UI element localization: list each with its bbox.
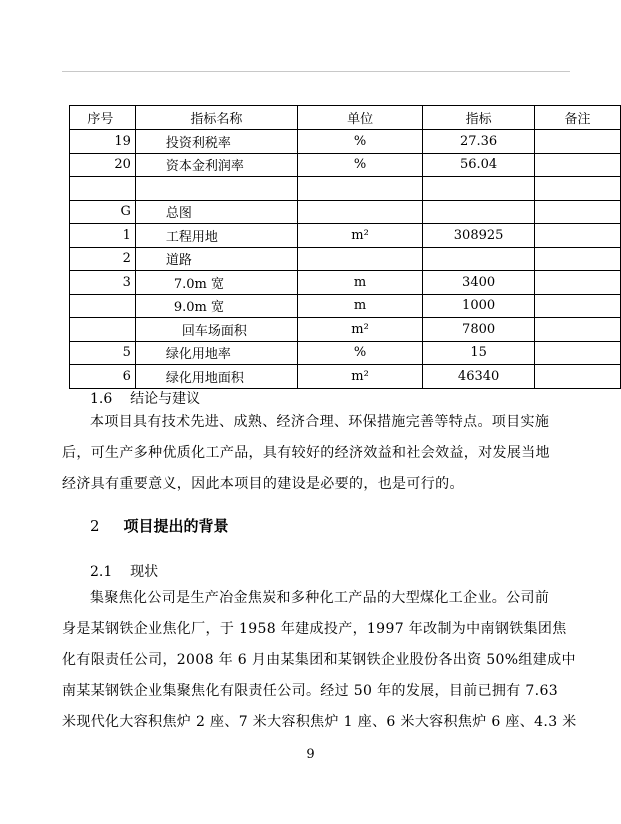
paragraph-line: 集聚焦化公司是生产冶金焦炭和多种化工产品的大型煤化工企业。公司前 (90, 590, 550, 606)
table-header-row (70, 106, 621, 130)
paragraph-line: 南某某钢铁企业集聚焦化有限责任公司。经过 50 年的发展，目前已拥有 7.63 (62, 683, 558, 699)
row-value: 1000 (423, 294, 535, 318)
row-note (534, 294, 620, 318)
row-unit: % (297, 341, 422, 365)
row-value (423, 200, 535, 224)
section-number: 2.1 (90, 564, 113, 580)
paragraph-line: 后，可生产多种优质化工产品，具有较好的经济效益和社会效益，对发展当地 (62, 445, 550, 461)
row-value: 15 (423, 341, 535, 365)
row-note (534, 341, 620, 365)
table-row (70, 130, 621, 154)
page-number: 9 (306, 747, 315, 762)
table-row (70, 153, 621, 177)
indicator-table (69, 105, 621, 389)
row-name: 总图 (135, 200, 297, 224)
row-no (70, 318, 136, 342)
row-unit: % (297, 153, 422, 177)
section-1-6-paragraph (62, 407, 570, 500)
row-name: 道路 (135, 247, 297, 271)
row-note (534, 177, 620, 201)
row-name: 绿化用地率 (135, 341, 297, 365)
chapter-2-heading (90, 515, 229, 536)
row-unit: m² (297, 365, 422, 389)
row-note (534, 365, 620, 389)
row-note (534, 318, 620, 342)
row-name: 资本金利润率 (135, 153, 297, 177)
header-cell-note: 备注 (534, 106, 620, 130)
header-cell-unit: 单位 (297, 106, 422, 130)
section-1-6-heading (90, 388, 200, 408)
chapter-title: 项目提出的背景 (123, 517, 229, 535)
row-name: 绿化用地面积 (135, 365, 297, 389)
row-value: 308925 (423, 224, 535, 248)
row-value: 46340 (423, 365, 535, 389)
row-no (70, 177, 136, 201)
row-no: 20 (70, 153, 136, 177)
row-note (534, 247, 620, 271)
table-row (70, 200, 621, 224)
header-cell-name: 指标名称 (135, 106, 297, 130)
row-no: 19 (70, 130, 136, 154)
row-unit: m² (297, 318, 422, 342)
row-value: 27.36 (423, 130, 535, 154)
table-row (70, 294, 621, 318)
row-name: 投资利税率 (135, 130, 297, 154)
paragraph-line: 本项目具有技术先进、成熟、经济合理、环保措施完善等特点。项目实施 (90, 414, 550, 430)
table-row (70, 177, 621, 201)
row-name: 工程用地 (135, 224, 297, 248)
table-row (70, 271, 621, 295)
section-title: 结论与建议 (130, 391, 201, 407)
row-unit: m² (297, 224, 422, 248)
paragraph-line: 经济具有重要意义，因此本项目的建设是必要的，也是可行的。 (62, 476, 464, 492)
row-no: 2 (70, 247, 136, 271)
row-note (534, 153, 620, 177)
table-row (70, 341, 621, 365)
header-cell-no: 序号 (70, 106, 136, 130)
row-name: 9.0m 宽 (135, 294, 297, 318)
row-no: 5 (70, 341, 136, 365)
row-unit (297, 247, 422, 271)
row-note (534, 200, 620, 224)
row-note (534, 271, 620, 295)
row-note (534, 224, 620, 248)
paragraph-line: 化有限责任公司，2008 年 6 月由某集团和某钢铁企业股份各出资 50%组建成中 (62, 652, 576, 668)
section-2-1-paragraph (62, 583, 577, 738)
row-value (423, 177, 535, 201)
row-unit (297, 200, 422, 224)
row-name: 回车场面积 (135, 318, 297, 342)
header-cell-value: 指标 (423, 106, 535, 130)
header-rule (62, 71, 570, 72)
row-unit: % (297, 130, 422, 154)
paragraph-line: 身是某钢铁企业焦化厂，于 1958 年建成投产，1997 年改制为中南钢铁集团焦 (62, 621, 567, 637)
row-unit: m (297, 271, 422, 295)
row-unit (297, 177, 422, 201)
paragraph-line: 米现代化大容积焦炉 2 座、7 米大容积焦炉 1 座、6 米大容积焦炉 6 座、4.3 米 (62, 714, 577, 730)
row-no: 1 (70, 224, 136, 248)
row-value (423, 247, 535, 271)
table-row (70, 224, 621, 248)
row-name: 7.0m 宽 (135, 271, 297, 295)
row-value: 56.04 (423, 153, 535, 177)
row-value: 7800 (423, 318, 535, 342)
section-title: 现状 (130, 564, 159, 580)
row-note (534, 130, 620, 154)
row-no: 3 (70, 271, 136, 295)
row-no (70, 294, 136, 318)
row-no: G (70, 200, 136, 224)
row-value: 3400 (423, 271, 535, 295)
section-2-1-heading (90, 561, 158, 581)
table-row (70, 318, 621, 342)
table-row (70, 365, 621, 389)
row-no: 6 (70, 365, 136, 389)
chapter-number: 2 (90, 517, 100, 535)
row-name (135, 177, 297, 201)
row-unit: m (297, 294, 422, 318)
section-number: 1.6 (90, 391, 113, 407)
table-row (70, 247, 621, 271)
